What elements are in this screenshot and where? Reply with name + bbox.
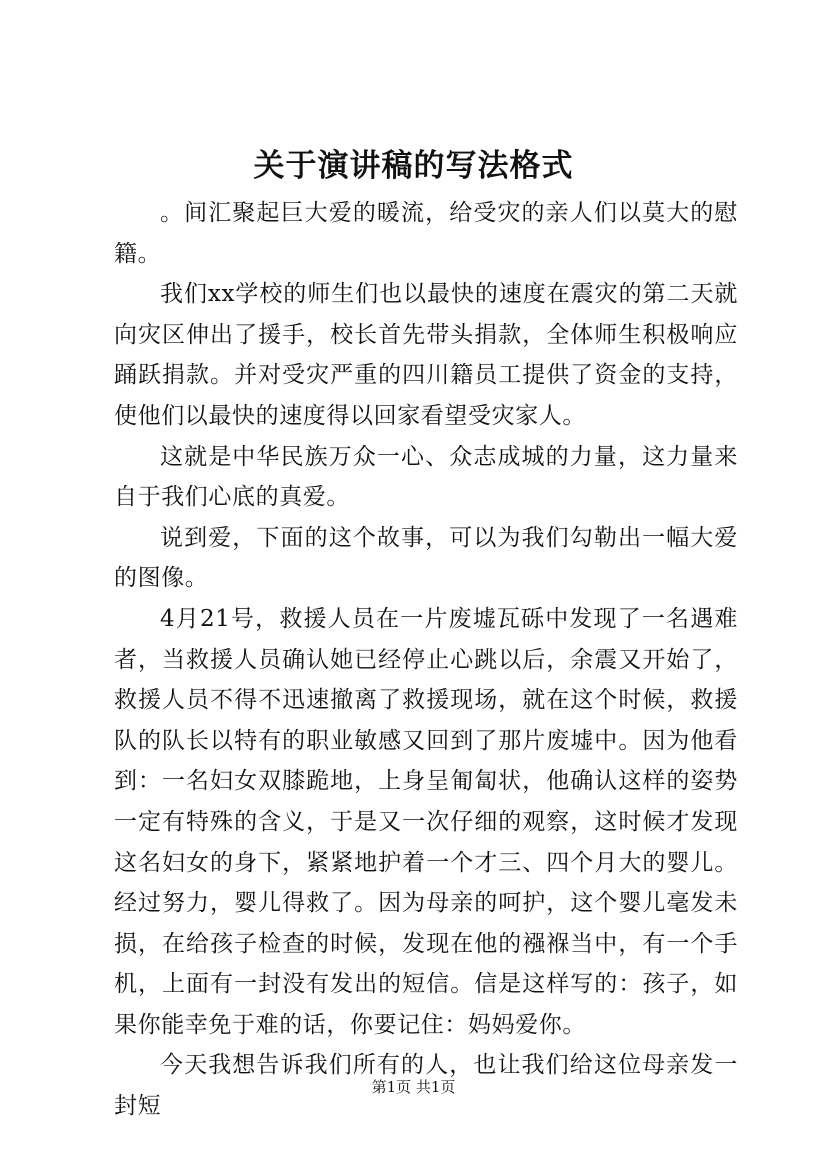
document-body xyxy=(114,193,738,1127)
paragraph-3: 这就是中华民族万众一心、众志成城的力量，这力量来自于我们心底的真爱。 xyxy=(114,443,738,511)
page-footer: 第1页 共1页 xyxy=(371,1078,456,1096)
paragraph-1: 。间汇聚起巨大爱的暖流，给受灾的亲人们以莫大的慰籍。 xyxy=(114,200,738,267)
paragraph-6: 今天我想告诉我们所有的人，也让我们给这位母亲发一封短 xyxy=(114,1052,738,1120)
paragraph-2: 我们xx学校的师生们也以最快的速度在震灾的第二天就向灾区伸出了援手，校长首先带头捐款，全体师生积极响应踊跃捐款。并对受灾严重的四川籍员工提供了资金的支持，使他们以最快的速度得以回家看望受灾家人。 xyxy=(114,281,738,429)
paragraph-4: 说到爱，下面的这个故事，可以为我们勾勒出一幅大爱的图像。 xyxy=(114,524,738,592)
document-title: 关于演讲稿的写法格式 xyxy=(253,148,574,184)
paragraph-5: 4月21号，救援人员在一片废墟瓦砾中发现了一名遇难者，当救援人员确认她已经停止心跳以后，余震又开始了，救援人员不得不迅速撤离了救援现场，就在这个时候，救援队的队长以特有的职业敏感又回到了那片废墟中。因为他看到：一名妇女双膝跪地，上身呈匍匐状，他确认这样的姿势一定有特殊的含义，于是又一次仔细的观察，这时候才发现这名妇女的身下，紧紧地护着一个才三、四个月大的婴儿。经过努力，婴儿得救了。因为母亲的呵护，这个婴儿毫发未损，在给孩子检查的时候，发现在他的襁褓当中，有一个手机，上面有一封没有发出的短信。信是这样写的：孩子，如果你能幸免于难的话，你要记住：妈妈爱你。 xyxy=(114,605,738,1038)
